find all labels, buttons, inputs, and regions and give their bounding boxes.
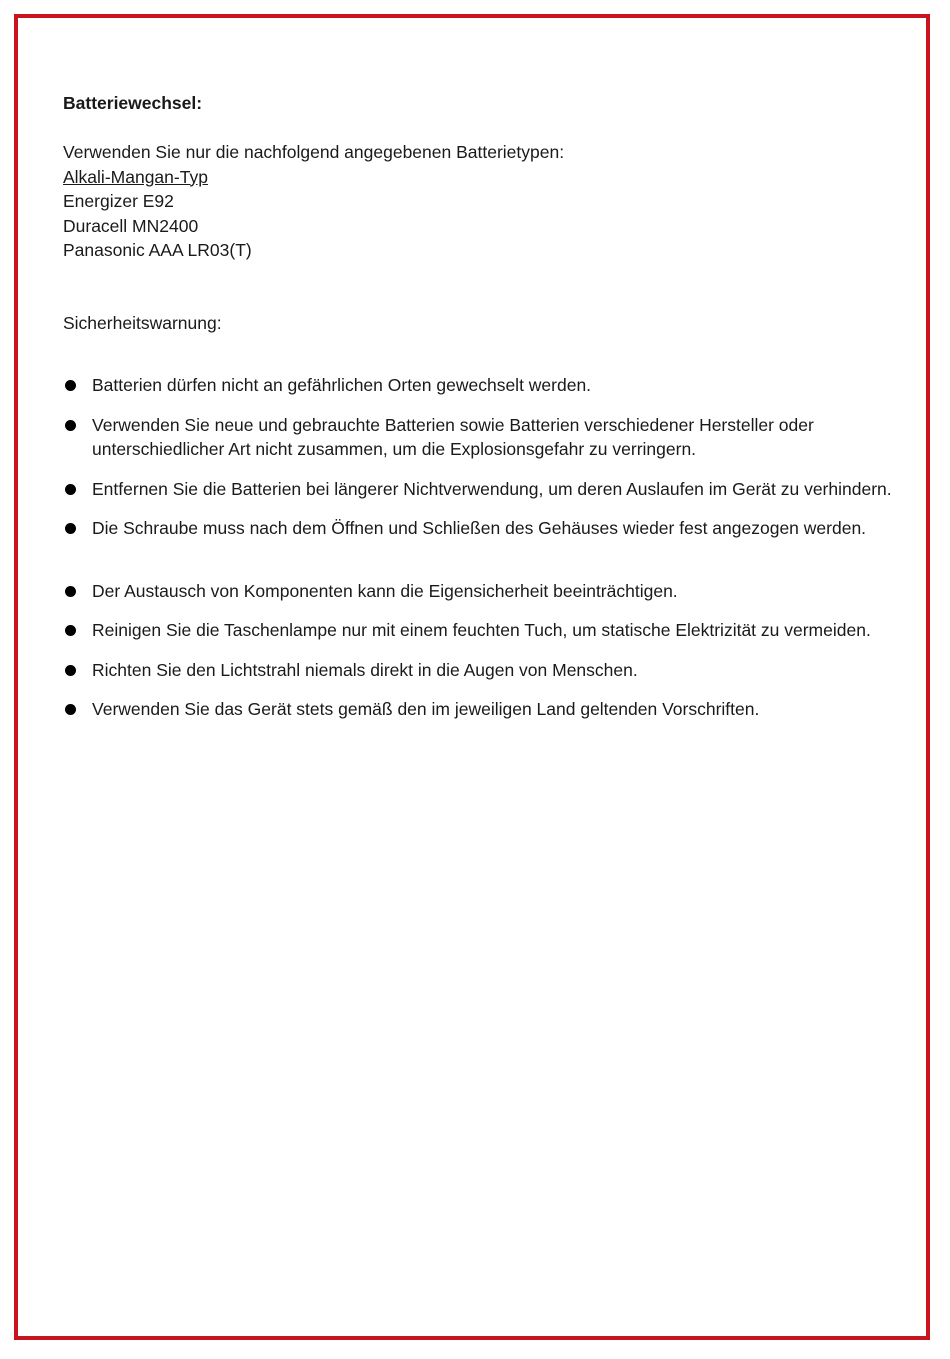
safety-warning-title: Sicherheitswarnung: <box>63 313 222 333</box>
warning-item <box>63 658 903 683</box>
warning-item <box>63 579 903 604</box>
warning-item <box>63 413 903 462</box>
warning-text: Verwenden Sie neue und gebrauchte Batterien sowie Batterien verschiedener Hersteller oder unterschiedlicher Art nicht zusammen, um die Explosionsgefahr zu verringern. <box>92 414 814 459</box>
battery-intro-text: Verwenden Sie nur die nachfolgend angegebenen Batterietypen: <box>63 142 565 162</box>
warning-text: Verwenden Sie das Gerät stets gemäß den im jeweiligen Land geltenden Vorschriften. <box>92 699 760 719</box>
battery-model: Duracell MN2400 <box>63 215 199 236</box>
battery-types-block <box>63 140 564 263</box>
bullet-icon <box>65 625 76 636</box>
battery-model: Energizer E92 <box>63 191 174 211</box>
warning-item <box>63 373 903 398</box>
warning-item <box>63 516 903 541</box>
bullet-icon <box>65 704 76 715</box>
warning-text: Richten Sie den Lichtstrahl niemals direkt in die Augen von Menschen. <box>92 659 638 680</box>
safety-warning-list <box>63 373 903 737</box>
bullet-icon <box>65 484 76 495</box>
warning-text: Reinigen Sie die Taschenlampe nur mit einem feuchten Tuch, um statische Elektrizität zu vermeiden. <box>92 620 871 640</box>
section-heading: Batteriewechsel: <box>63 93 203 113</box>
warning-text: Die Schraube muss nach dem Öffnen und Schließen des Gehäuses wieder fest angezogen werden. <box>92 518 867 538</box>
battery-type-label: Alkali-Mangan-Typ <box>63 166 208 187</box>
warning-text: Der Austausch von Komponenten kann die Eigensicherheit beeinträchtigen. <box>92 580 678 601</box>
bullet-icon <box>65 586 76 597</box>
warning-text: Batterien dürfen nicht an gefährlichen Orten gewechselt werden. <box>92 375 592 395</box>
warning-item <box>63 618 903 643</box>
bullet-icon <box>65 665 76 676</box>
bullet-icon <box>65 420 76 431</box>
warning-item <box>63 477 903 502</box>
bullet-icon <box>65 523 76 534</box>
bullet-icon <box>65 380 76 391</box>
warning-item <box>63 697 903 722</box>
warning-text: Entfernen Sie die Batterien bei längerer Nichtverwendung, um deren Auslaufen im Gerät zu verhindern. <box>92 478 892 499</box>
battery-model: Panasonic AAA LR03(T) <box>63 240 252 260</box>
